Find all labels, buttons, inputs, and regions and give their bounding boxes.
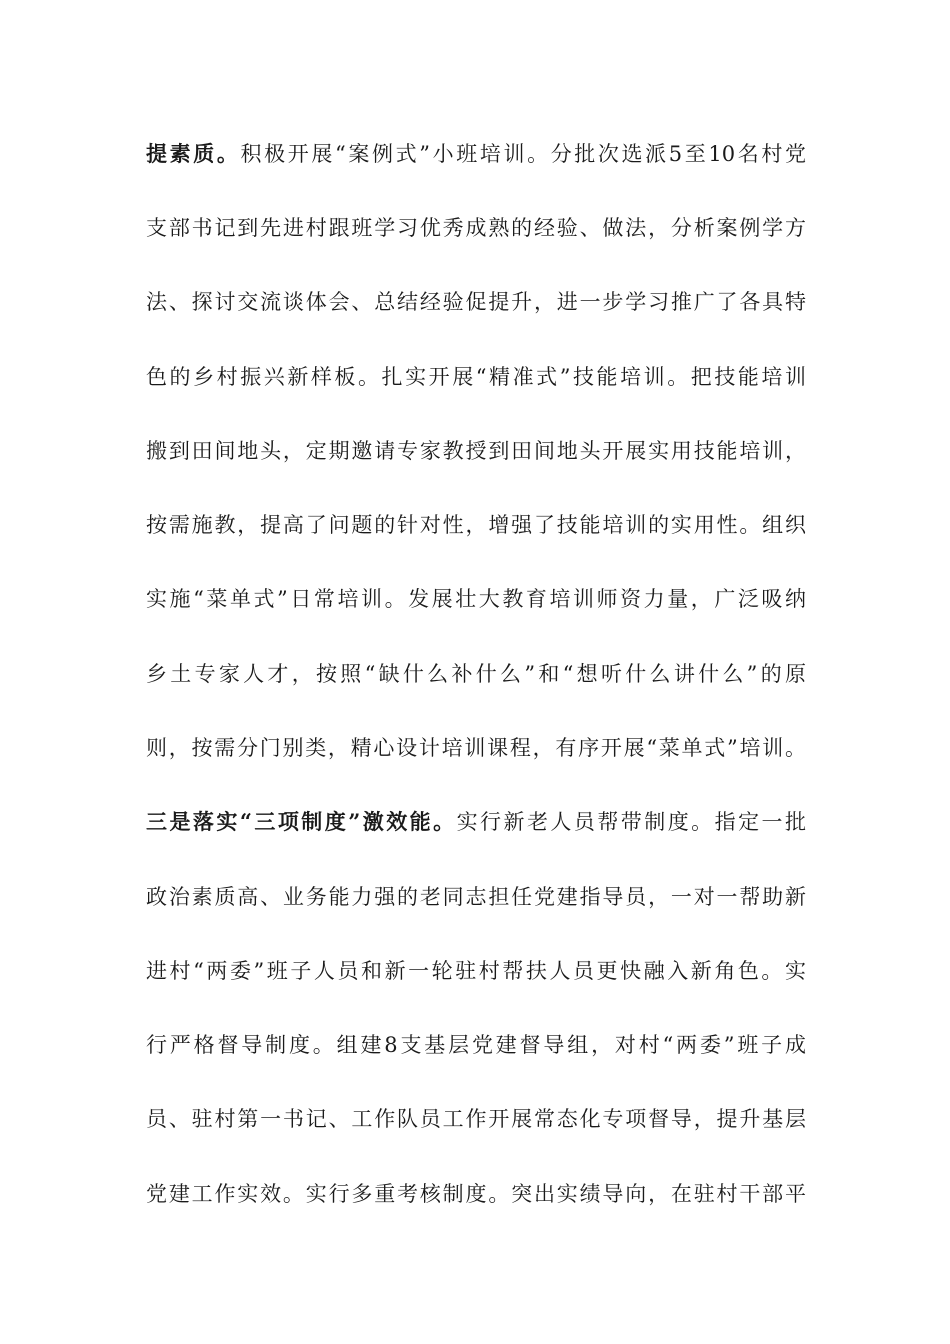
paragraph-line-1 [146, 134, 806, 174]
paragraph-line-6 [146, 505, 806, 545]
line-text: 行严格督导制度。组建8支基层党建督导组，对村“两委”班子成 [146, 1033, 806, 1057]
bold-lead: 提素质。 [146, 141, 241, 166]
line-text: 实施“菜单式”日常培训。发展壮大教育培训师资力量，广泛吸纳 [146, 587, 806, 611]
line-text: 党建工作实效。实行多重考核制度。突出实绩导向，在驻村干部平 [146, 1182, 806, 1206]
paragraph-line-3 [146, 282, 806, 322]
paragraph-line-2 [146, 208, 806, 248]
paragraph-line-12 [146, 951, 806, 991]
line-text: 支部书记到先进村跟班学习优秀成熟的经验、做法，分析案例学方 [146, 216, 806, 240]
paragraph-line-9 [146, 728, 806, 768]
line-text: 政治素质高、业务能力强的老同志担任党建指导员，一对一帮助新 [146, 885, 806, 909]
paragraph-line-14 [146, 1099, 806, 1139]
paragraph-line-15 [146, 1174, 806, 1214]
bold-lead: 三是落实“三项制度”激效能。 [146, 809, 457, 834]
line-text: 色的乡村振兴新样板。扎实开展“精准式”技能培训。把技能培训 [146, 365, 806, 389]
line-text: 积极开展“案例式”小班培训。分批次选派5至10名村党 [240, 142, 806, 166]
line-text: 按需施教，提高了问题的针对性，增强了技能培训的实用性。组织 [146, 513, 806, 537]
line-text: 实行新老人员帮带制度。指定一批 [456, 810, 806, 834]
paragraph-line-7 [146, 579, 806, 619]
paragraph-line-4 [146, 357, 806, 397]
paragraph-line-8 [146, 654, 806, 694]
line-text: 员、驻村第一书记、工作队员工作开展常态化专项督导，提升基层 [146, 1107, 806, 1131]
line-text: 则，按需分门别类，精心设计培训课程，有序开展“菜单式”培训。 [146, 736, 806, 760]
line-text: 乡土专家人才，按照“缺什么补什么”和“想听什么讲什么”的原 [146, 662, 806, 686]
line-text: 搬到田间地头，定期邀请专家教授到田间地头开展实用技能培训， [146, 439, 806, 463]
paragraph-line-11 [146, 877, 806, 917]
paragraph-line-13 [146, 1025, 806, 1065]
paragraph-line-5 [146, 431, 806, 471]
line-text: 进村“两委”班子人员和新一轮驻村帮扶人员更快融入新角色。实 [146, 959, 806, 983]
paragraph-line-10 [146, 802, 806, 842]
line-text: 法、探讨交流谈体会、总结经验促提升，进一步学习推广了各具特 [146, 290, 806, 314]
